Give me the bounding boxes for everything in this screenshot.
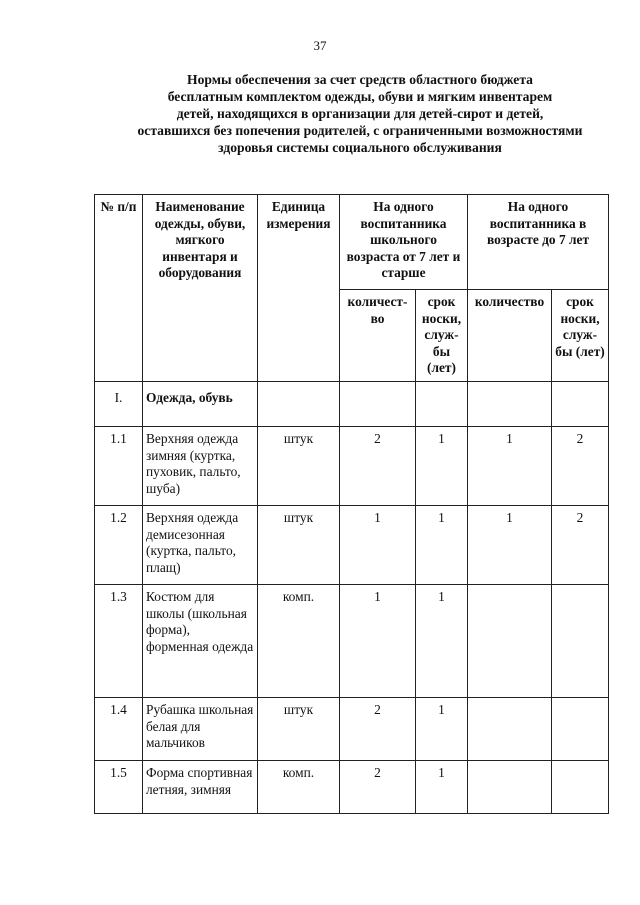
title-line: Нормы обеспечения за счет средств областного бюджета (187, 72, 533, 87)
title-line: бесплатным комплектом одежды, обуви и мягким инвентарем (167, 89, 553, 104)
row-unit: штук (258, 697, 340, 760)
document-title (60, 71, 640, 156)
row-term-school: 1 (416, 584, 468, 697)
table-row (95, 426, 609, 505)
row-term-school: 1 (416, 760, 468, 813)
header-qty-school: количест-во (340, 290, 416, 382)
empty-cell (340, 381, 416, 426)
title-line: здоровья системы социального обслуживания (218, 140, 502, 155)
table-row (95, 584, 609, 697)
row-term-preschool (552, 697, 609, 760)
norms-table (94, 194, 609, 814)
row-qty-school: 2 (340, 697, 416, 760)
row-unit: штук (258, 505, 340, 584)
row-term-school: 1 (416, 426, 468, 505)
header-row (95, 195, 609, 290)
page-number: 37 (313, 38, 327, 53)
header-num: № п/п (95, 195, 143, 382)
row-name: Рубашка школьная белая для мальчиков (143, 697, 258, 760)
table-row (95, 760, 609, 813)
row-unit: комп. (258, 760, 340, 813)
title-line: оставшихся без попечения родителей, с ограниченными возможностями (137, 123, 583, 138)
header-term-school: срок носки, служ-бы (лет) (416, 290, 468, 382)
row-qty-preschool (468, 760, 552, 813)
row-qty-preschool (468, 584, 552, 697)
row-num: 1.1 (95, 426, 143, 505)
title-line: детей, находящихся в организации для детей-сирот и детей, (176, 106, 544, 121)
section-row (95, 381, 609, 426)
header-name: Наименование одежды, обуви, мягкого инвентаря и оборудования (143, 195, 258, 382)
row-name: Верхняя одежда зимняя (куртка, пуховик, пальто, шуба) (143, 426, 258, 505)
header-unit: Единица измерения (258, 195, 340, 382)
row-name: Форма спортивная летняя, зимняя (143, 760, 258, 813)
empty-cell (468, 381, 552, 426)
row-term-school: 1 (416, 505, 468, 584)
row-qty-school: 1 (340, 505, 416, 584)
row-term-preschool (552, 760, 609, 813)
row-name: Костюм для школы (школьная форма), форменная одежда (143, 584, 258, 697)
row-num: 1.4 (95, 697, 143, 760)
header-group-school: На одного воспитанника школьного возраста от 7 лет и старше (340, 195, 468, 290)
section-name: Одежда, обувь (143, 381, 258, 426)
row-name: Верхняя одежда демисезонная (куртка, пальто, плащ) (143, 505, 258, 584)
header-qty-preschool: количество (468, 290, 552, 382)
empty-cell (258, 381, 340, 426)
row-qty-school: 1 (340, 584, 416, 697)
table-row (95, 505, 609, 584)
empty-cell (552, 381, 609, 426)
row-unit: штук (258, 426, 340, 505)
row-term-preschool: 2 (552, 505, 609, 584)
header-term-preschool: срок носки, служ-бы (лет) (552, 290, 609, 382)
row-unit: комп. (258, 584, 340, 697)
row-qty-preschool: 1 (468, 505, 552, 584)
section-num: I. (95, 381, 143, 426)
row-term-school: 1 (416, 697, 468, 760)
row-term-preschool: 2 (552, 426, 609, 505)
table-row (95, 697, 609, 760)
row-num: 1.5 (95, 760, 143, 813)
header-group-preschool: На одного воспитанника в возрасте до 7 лет (468, 195, 609, 290)
row-num: 1.2 (95, 505, 143, 584)
empty-cell (416, 381, 468, 426)
row-qty-school: 2 (340, 426, 416, 505)
row-qty-preschool: 1 (468, 426, 552, 505)
row-term-preschool (552, 584, 609, 697)
row-qty-preschool (468, 697, 552, 760)
row-qty-school: 2 (340, 760, 416, 813)
row-num: 1.3 (95, 584, 143, 697)
